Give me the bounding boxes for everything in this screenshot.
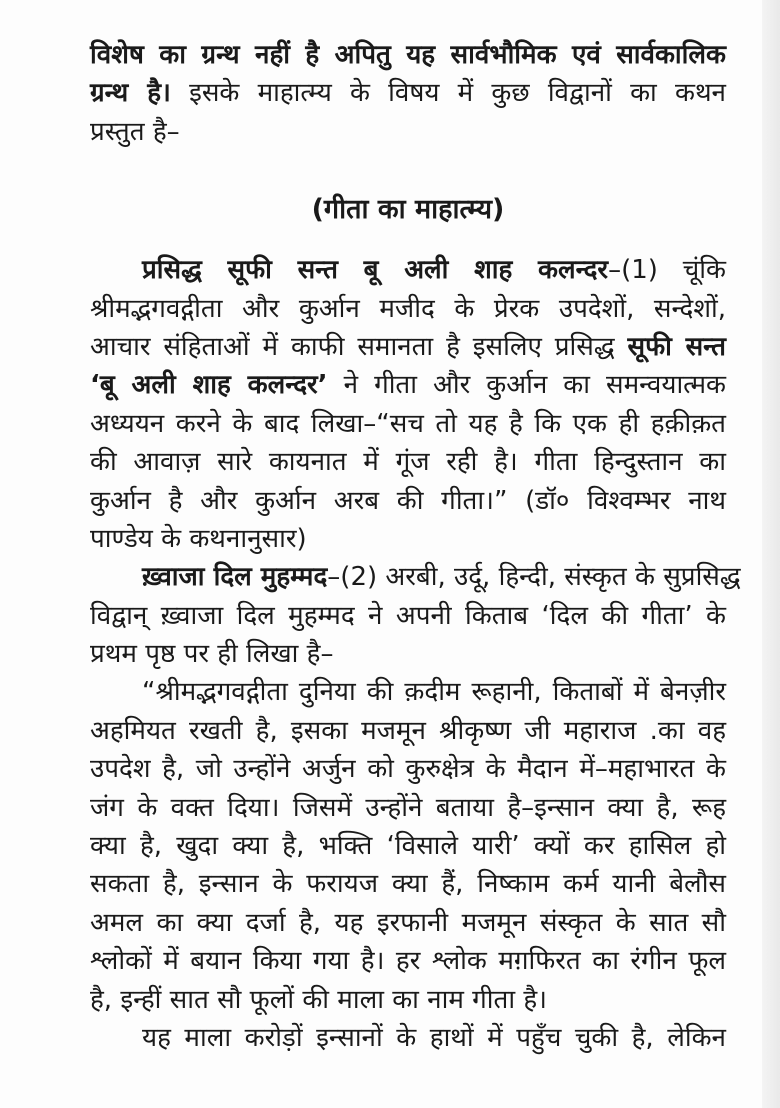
body-text: क्या है, खुदा क्या है, भक्ति ‘विसाले यारी’ क्यों कर हासिल हो [90, 831, 726, 862]
text-line [90, 1019, 726, 1057]
body-text: अमल का क्या दर्जा है, यह इरफानी मजमून संस्कृत के सात सौ [90, 907, 726, 938]
body-text: की आवाज़ सारे कायनात में गूंज रही है। गीता हिन्दुस्तान का [90, 447, 726, 478]
text-line [90, 865, 726, 903]
text-line [90, 405, 726, 443]
text-line [90, 712, 726, 750]
text-line [90, 981, 726, 1019]
bold-text: ख़्वाजा दिल मुहम्मद [142, 562, 328, 593]
text-line [90, 36, 726, 74]
text-line [90, 827, 726, 865]
text-line [90, 597, 726, 635]
body-text: –(1) चूंकि [608, 255, 726, 286]
text-line [90, 74, 726, 112]
text-line [90, 750, 726, 788]
body-text: “श्रीमद्भगवद्गीता दुनिया की क़दीम रूहानी, किताबों में बेनज़ीर [142, 677, 726, 708]
text-line [90, 251, 726, 289]
bold-text: ‘बू अली शाह कलन्दर’ [90, 370, 328, 401]
section-heading [90, 151, 726, 251]
body-text: पाण्डेय के कथनानुसार) [90, 523, 307, 554]
body-text: –(2) अरबी, उर्दू, हिन्दी, संस्कृत के सुप्रसिद्ध [327, 562, 741, 593]
text-line [90, 635, 726, 673]
text-line [90, 673, 726, 711]
body-text: है, इन्हीं सात सौ फूलों की माला का नाम गीता है। [90, 984, 547, 1015]
body-text: प्रथम पृष्ठ पर ही लिखा है– [90, 639, 334, 670]
body-text: जंग के वक्त दिया। जिसमें उन्होंने बताया है–इन्सान क्या है, रूह [90, 792, 726, 823]
body-text: श्रीमद्भगवद्गीता और कुर्आन मजीद के प्रेरक उपदेशों, सन्देशों, [90, 293, 726, 324]
page-edge-shadow [762, 0, 780, 1108]
body-text: सकता है, इन्सान के फरायज क्या हैं, निष्काम कर्म यानी बेलौस [90, 869, 726, 900]
text-line [90, 942, 726, 980]
paragraph [90, 1019, 726, 1057]
text-line [90, 789, 726, 827]
paragraph [90, 558, 741, 673]
paragraph [90, 251, 726, 558]
body-text: प्रस्तुत है– [90, 116, 180, 147]
body-text: इसके माहात्म्य के विषय में कुछ विद्वानों का कथन [170, 78, 726, 109]
body-section [90, 251, 741, 1057]
bold-text: ग्रन्थ है। [90, 78, 171, 109]
bold-text: सूफी सन्त [627, 331, 726, 362]
bold-text: प्रसिद्ध सूफी सन्त बू अली शाह कलन्दर [142, 255, 609, 286]
body-text: यह माला करोड़ों इन्सानों के हाथों में पहुँच चुकी है, लेकिन [142, 1022, 726, 1053]
body-text: कुर्आन है और कुर्आन अरब की गीता।” (डॉ० विश्वम्भर नाथ [90, 485, 726, 516]
text-line [90, 290, 726, 328]
text-line [90, 366, 726, 404]
body-text: अहमियत रखती है, इसका मजमून श्रीकृष्ण जी महाराज .का वह [90, 715, 726, 746]
body-text: आचार संहिताओं में काफी समानता है इसलिए प्रसिद्ध [90, 331, 628, 362]
text-line [90, 113, 726, 151]
paragraph [90, 673, 726, 1019]
body-text: उपदेश है, जो उन्होंने अर्जुन को कुरुक्षेत्र के मैदान में–महाभारत के [90, 754, 726, 785]
section-heading-text: (गीता का माहात्म्य) [311, 194, 505, 226]
text-line [90, 558, 741, 596]
text-line [90, 443, 726, 481]
body-text: अध्ययन करने के बाद लिखा–“सच तो यह है कि एक ही हक़ीक़त [90, 408, 726, 439]
page-text [90, 36, 741, 1057]
body-text: ने गीता और कुर्आन का समन्वयात्मक [327, 370, 726, 401]
text-line [90, 328, 726, 366]
intro-section [90, 36, 726, 151]
bold-text: विशेष का ग्रन्थ नहीं है अपितु यह सार्वभौमिक एवं सार्वकालिक [90, 40, 726, 70]
text-line [90, 520, 726, 558]
body-text: विद्वान् ख़्वाजा दिल मुहम्मद ने अपनी किताब ‘दिल की गीता’ के [90, 600, 726, 631]
text-line [90, 904, 726, 942]
paragraph [90, 36, 726, 151]
text-line [90, 482, 726, 520]
body-text: श्लोकों में बयान किया गया है। हर श्लोक मग़फिरत का रंगीन फूल [90, 946, 726, 977]
